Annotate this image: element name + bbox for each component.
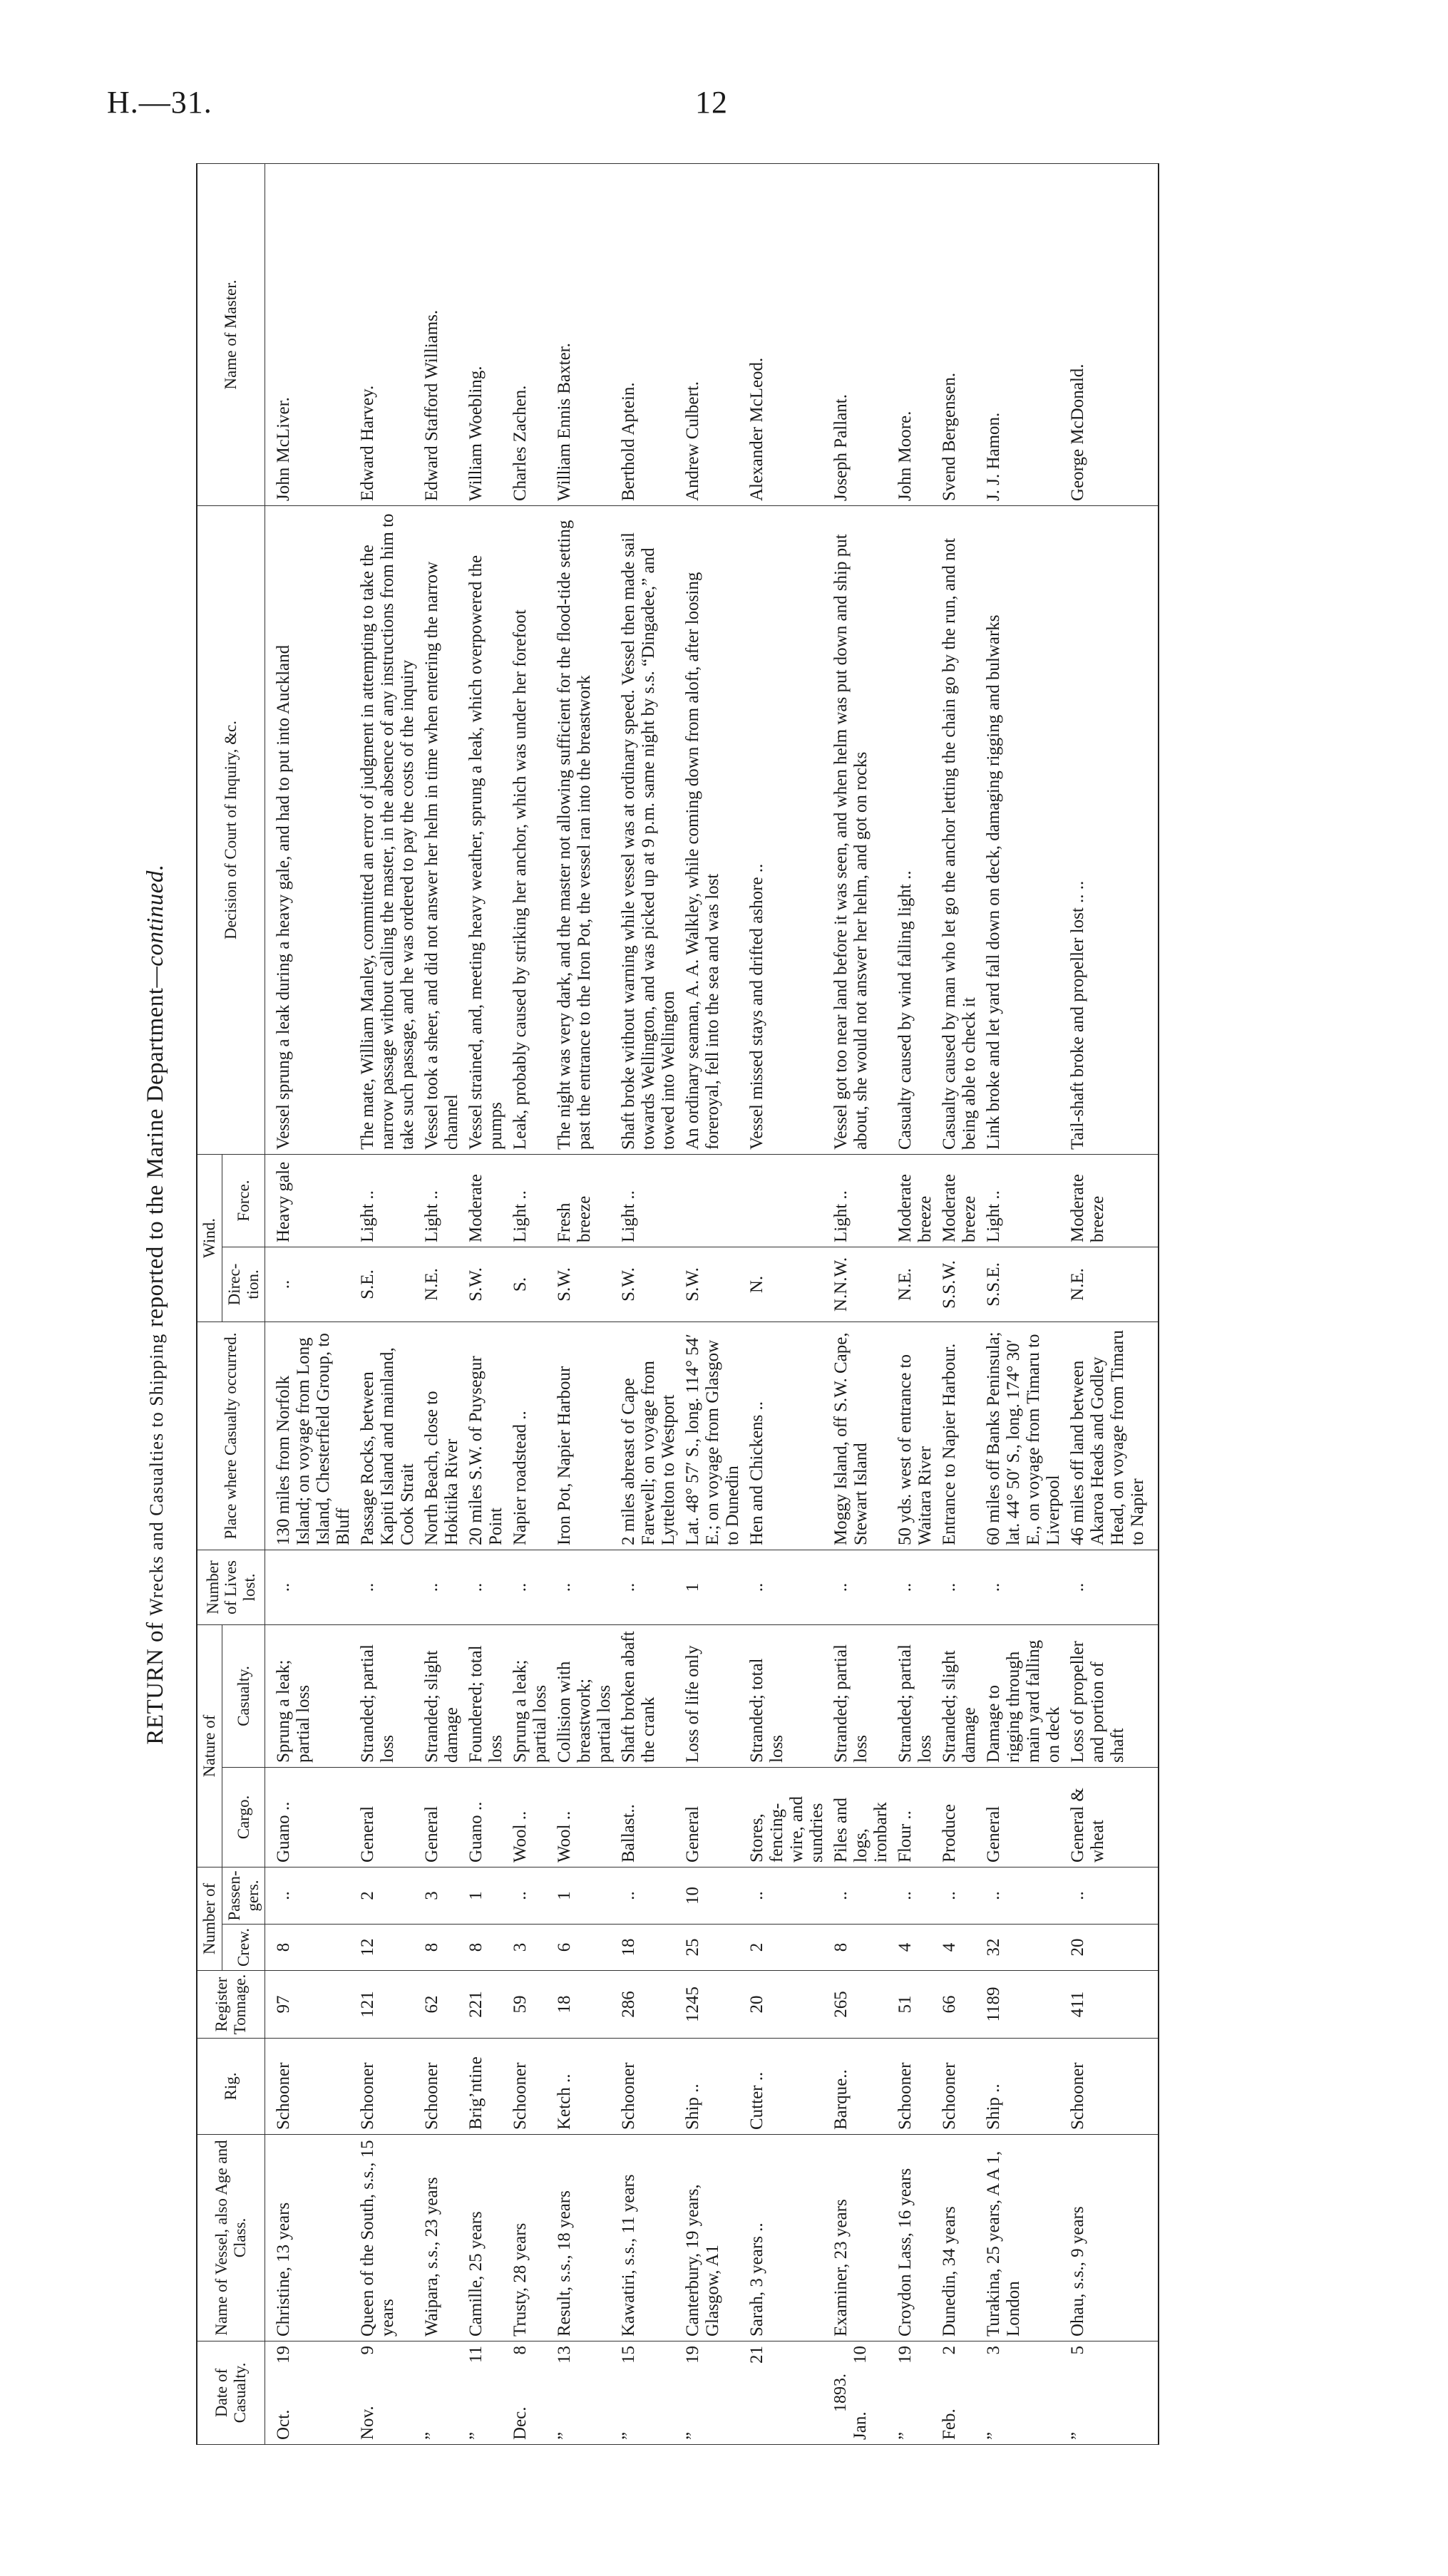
decision-cell: The mate, William Manley, committed an error of judgment in attempting to take the narrow passage without calling the master, in the absence of any instructions from him to take such passage, and he was ordered to pay the costs of the inquiry [356,506,420,1155]
crew-cell: 8 [420,1925,464,1971]
casualty-cell: Sprung a leak; partial loss [508,1625,553,1768]
day-label: 13 [555,2346,575,2364]
place-cell: Iron Pot, Napier Harbour [553,1322,617,1550]
page-number: 12 [695,85,728,120]
document-reference: H.—31. [107,85,212,120]
day-label: 19 [895,2346,915,2364]
cargo-cell: Piles and logs, ironbark [829,1768,893,1867]
title-subject: Wrecks and Casualties to Shipping [146,1333,167,1616]
place-cell: Entrance to Napier Harbour. [938,1322,982,1550]
table-title [143,164,169,2445]
wind-direction-cell: S.W. [464,1247,508,1322]
lives-lost-cell: .. [893,1550,938,1625]
master-cell: John Moore. [893,164,938,506]
place-cell: 20 miles S.W. of Puysegur Point [464,1322,508,1550]
rig-cell: Barque.. [829,2039,893,2135]
wind-direction-cell: S. [508,1247,553,1322]
title-middle: reported to the [143,1185,168,1328]
rig-cell: Cutter .. [745,2039,829,2135]
crew-cell: 3 [508,1925,553,1971]
vessel-cell: Kawatiri, s.s., 11 years [617,2135,681,2341]
tonnage-cell: 97 [265,1971,356,2039]
cargo-cell: Produce [938,1768,982,1867]
wind-force-cell: Moderate breeze [1066,1155,1159,1247]
date-cell [681,2341,745,2445]
day-label: 10 [851,2346,871,2364]
master-cell: William Woebling. [464,164,508,506]
place-cell: 2 miles abreast of Cape Farewell; on voyage from Lyttelton to Westport [617,1322,681,1550]
cargo-cell: General [681,1768,745,1867]
decision-cell: Leak, probably caused by striking her anchor, which was under her forefoot [508,506,553,1155]
decision-cell: Link broke and let yard fall down on deck, damaging rigging and bulwarks [982,506,1066,1155]
tonnage-cell: 51 [893,1971,938,2039]
lives-lost-cell: .. [938,1550,982,1625]
passengers-cell: 3 [420,1867,464,1925]
master-cell: Andrew Culbert. [681,164,745,506]
date-cell [829,2341,893,2445]
vessel-cell: Waipara, s.s., 23 years [420,2135,464,2341]
wind-direction-cell: N.E. [1066,1247,1159,1322]
lives-lost-cell: .. [829,1550,893,1625]
master-cell: Joseph Pallant. [829,164,893,506]
wind-force-cell: Light .. [508,1155,553,1247]
tonnage-cell: 66 [938,1971,982,2039]
decision-cell: An ordinary seaman, A. A. Walkley, while coming down from aloft, after loosing foreroyal, fell into the sea and was lost [681,506,745,1155]
rig-cell: Schooner [356,2039,420,2135]
wind-force-cell [681,1155,745,1247]
table-row [464,164,508,2445]
place-cell: Napier roadstead .. [508,1322,553,1550]
crew-cell: 4 [938,1925,982,1971]
wind-force-cell: Moderate breeze [893,1155,938,1247]
casualty-cell: Loss of propeller and portion of shaft [1066,1625,1159,1768]
table-row [745,164,829,2445]
wind-force-cell: Moderate breeze [938,1155,982,1247]
decision-cell: Vessel took a sheer, and did not answer her helm in time when entering the narrow channel [420,506,464,1155]
passengers-cell: .. [893,1867,938,1925]
rig-cell: Schooner [420,2039,464,2135]
wind-direction-cell: N. [745,1247,829,1322]
header-master: Name of Master. [197,164,265,506]
lives-lost-cell: .. [420,1550,464,1625]
day-label: 11 [466,2346,486,2364]
vessel-cell: Canterbury, 19 years, Glasgow, A1 [681,2135,745,2341]
master-cell: Charles Zachen. [508,164,553,506]
table-row [938,164,982,2445]
decision-cell: Vessel sprung a leak during a heavy gale, and had to put into Auckland [265,506,356,1155]
cargo-cell: General & wheat [1066,1768,1159,1867]
wind-force-cell: Light .. [356,1155,420,1247]
header-wind: Wind. [197,1155,222,1322]
place-cell: Moggy Island, off S.W. Cape, Stewart Island [829,1322,893,1550]
header-lives-lost: Number of Lives lost. [197,1550,265,1625]
day-label: 19 [683,2346,703,2364]
place-cell: Hen and Chickens .. [745,1322,829,1550]
tonnage-cell: 286 [617,1971,681,2039]
wind-force-cell: Fresh breeze [553,1155,617,1247]
month-label: Dec. [510,2406,530,2440]
date-cell [893,2341,938,2445]
decision-cell: Casualty caused by man who let go the anchor letting the chain go by the run, and not being able to check it [938,506,982,1155]
lives-lost-cell: .. [508,1550,553,1625]
decision-cell: Tail-shaft broke and propeller lost .. .. [1066,506,1159,1155]
year-label: 1893. [831,2374,851,2412]
wind-direction-cell: S.E. [356,1247,420,1322]
vessel-cell: Turakina, 25 years, A A 1, London [982,2135,1066,2341]
month-label: ” [466,2431,486,2440]
lives-lost-cell: .. [1066,1550,1159,1625]
rig-cell: Schooner [1066,2039,1159,2135]
day-label: 2 [940,2346,960,2355]
decision-cell: Vessel strained, and, meeting heavy weather, sprung a leak, which overpowered the pumps [464,506,508,1155]
passengers-cell: .. [265,1867,356,1925]
table-row [829,164,893,2445]
tonnage-cell: 1245 [681,1971,745,2039]
place-cell: 50 yds. west of entrance to Waitara River [893,1322,938,1550]
cargo-cell: Guano .. [464,1768,508,1867]
master-cell: Svend Bergensen. [938,164,982,506]
date-cell [265,2341,356,2445]
casualty-cell: Stranded; slight damage [938,1625,982,1768]
rig-cell: Schooner [617,2039,681,2135]
master-cell: George McDonald. [1066,164,1159,506]
passengers-cell: .. [982,1867,1066,1925]
header-wind-force: Force. [222,1155,265,1247]
wind-force-cell: Heavy gale [265,1155,356,1247]
date-cell [420,2341,464,2445]
header-casualty: Casualty. [222,1625,265,1768]
cargo-cell: General [420,1768,464,1867]
cargo-cell: Guano .. [265,1768,356,1867]
date-cell [617,2341,681,2445]
cargo-cell: Wool .. [553,1768,617,1867]
rig-cell: Schooner [893,2039,938,2135]
vessel-cell: Examiner, 23 years [829,2135,893,2341]
vessel-cell: Trusty, 28 years [508,2135,553,2341]
tonnage-cell: 18 [553,1971,617,2039]
wind-force-cell: Light .. [420,1155,464,1247]
crew-cell: 12 [356,1925,420,1971]
cargo-cell: General [356,1768,420,1867]
date-cell [553,2341,617,2445]
rig-cell: Ship .. [982,2039,1066,2135]
month-label: ” [422,2431,442,2440]
lives-lost-cell: .. [745,1550,829,1625]
wind-direction-cell: S.W. [553,1247,617,1322]
passengers-cell: 2 [356,1867,420,1925]
month-label: Oct. [274,2409,294,2440]
crew-cell: 20 [1066,1925,1159,1971]
table-row [617,164,681,2445]
lives-lost-cell: .. [265,1550,356,1625]
master-cell: Edward Stafford Williams. [420,164,464,506]
crew-cell: 8 [265,1925,356,1971]
vessel-cell: Sarah, 3 years .. [745,2135,829,2341]
decision-cell: The night was very dark, and the master not allowing sufficient for the flood-tide setting past the entrance to the Iron Pot, the vessel ran into the breastwork [553,506,617,1155]
day-label: 9 [358,2346,378,2355]
vessel-cell: Ohau, s.s., 9 years [1066,2135,1159,2341]
crew-cell: 25 [681,1925,745,1971]
decision-cell: Shaft broke without warning while vessel was at ordinary speed. Vessel then made sail towards Wellington, and was picked up at 9 p.m. same night by s.s. “Dingadee,” and towed into Wellington [617,506,681,1155]
lives-lost-cell: .. [617,1550,681,1625]
vessel-cell: Croydon Lass, 16 years [893,2135,938,2341]
day-label: 3 [984,2346,1004,2355]
table-row [553,164,617,2445]
header-passengers: Passen-gers. [222,1867,265,1925]
tonnage-cell: 411 [1066,1971,1159,2039]
casualty-cell: Stranded; slight damage [420,1625,464,1768]
month-label: ” [619,2431,639,2440]
passengers-cell: .. [1066,1867,1159,1925]
wind-direction-cell: S.S.E. [982,1247,1066,1322]
crew-cell: 6 [553,1925,617,1971]
title-department: Marine Department [143,987,168,1179]
title-suffix: —continued. [143,864,168,988]
month-label: ” [683,2431,703,2440]
casualty-cell: Stranded; partial loss [356,1625,420,1768]
header-wind-direction: Direc-tion. [222,1247,265,1322]
lives-lost-cell: .. [982,1550,1066,1625]
wind-direction-cell: N.E. [420,1247,464,1322]
vessel-cell: Christine, 13 years [265,2135,356,2341]
tonnage-cell: 221 [464,1971,508,2039]
master-cell: John McLiver. [265,164,356,506]
passengers-cell: .. [617,1867,681,1925]
tonnage-cell: 20 [745,1971,829,2039]
wind-force-cell: Moderate [464,1155,508,1247]
decision-cell: Casualty caused by wind falling light .. [893,506,938,1155]
passengers-cell: .. [938,1867,982,1925]
passengers-cell: 1 [553,1867,617,1925]
casualty-cell: Foundered; total loss [464,1625,508,1768]
wind-direction-cell: S.S.W. [938,1247,982,1322]
casualty-cell: Stranded; partial loss [829,1625,893,1768]
month-label: Nov. [358,2406,378,2440]
table-row [982,164,1066,2445]
header-tonnage: Register Tonnage. [197,1971,265,2039]
wind-direction-cell: S.W. [681,1247,745,1322]
title-prefix: RETURN of [143,1622,168,1745]
tonnage-cell: 59 [508,1971,553,2039]
rig-cell: Schooner [938,2039,982,2135]
vessel-cell: Camille, 25 years [464,2135,508,2341]
wrecks-casualties-table [196,163,1159,2445]
rotated-return-table-page [143,164,1390,2445]
place-cell: 130 miles from Norfolk Island; on voyage from Long Island, Chesterfield Group, to Bluff [265,1322,356,1550]
master-cell: Alexander McLeod. [745,164,829,506]
month-label: Feb. [940,2408,960,2440]
place-cell: 60 miles off Banks Peninsula; lat. 44° 50′ S., long. 174° 30′ E., on voyage from Timaru to Liverpool [982,1322,1066,1550]
header-crew: Crew. [222,1925,265,1971]
passengers-cell: 10 [681,1867,745,1925]
passengers-cell: .. [745,1867,829,1925]
wind-direction-cell: N.E. [893,1247,938,1322]
header-number-of: Number of [197,1867,222,1971]
wind-force-cell: Light .. [829,1155,893,1247]
wind-direction-cell: S.W. [617,1247,681,1322]
tonnage-cell: 121 [356,1971,420,2039]
tonnage-cell: 1189 [982,1971,1066,2039]
cargo-cell: Wool .. [508,1768,553,1867]
table-row [265,164,356,2445]
date-cell [356,2341,420,2445]
table-row [420,164,464,2445]
cargo-cell: General [982,1768,1066,1867]
crew-cell: 32 [982,1925,1066,1971]
date-cell [464,2341,508,2445]
month-label: ” [1068,2431,1088,2440]
header-nature-of: Nature of [197,1625,222,1867]
vessel-cell: Result, s.s., 18 years [553,2135,617,2341]
wind-force-cell [745,1155,829,1247]
header-date: Date of Casualty. [197,2341,265,2445]
day-label: 15 [619,2346,639,2364]
place-cell: 46 miles off land between Akaroa Heads and Godley Head, on voyage from Timaru to Napier [1066,1322,1159,1550]
header-place: Place where Casualty occurred. [197,1322,265,1550]
rig-cell: Brig’ntine [464,2039,508,2135]
rig-cell: Ketch .. [553,2039,617,2135]
cargo-cell: Ballast.. [617,1768,681,1867]
header-cargo: Cargo. [222,1768,265,1867]
place-cell: Lat. 48° 57′ S., long. 114° 54′ E.; on voyage from Glasgow to Dunedin [681,1322,745,1550]
lives-lost-cell: .. [553,1550,617,1625]
master-cell: Berthold Aptein. [617,164,681,506]
vessel-cell: Dunedin, 34 years [938,2135,982,2341]
master-cell: J. J. Hamon. [982,164,1066,506]
crew-cell: 4 [893,1925,938,1971]
lives-lost-cell: .. [464,1550,508,1625]
header-rig: Rig. [197,2039,265,2135]
passengers-cell: 1 [464,1867,508,1925]
tonnage-cell: 62 [420,1971,464,2039]
tonnage-cell: 265 [829,1971,893,2039]
month-label: ” [555,2431,575,2440]
passengers-cell: .. [829,1867,893,1925]
day-label: 8 [510,2346,530,2355]
date-cell [938,2341,982,2445]
casualty-cell: Damage to rigging through main yard falling on deck [982,1625,1066,1768]
crew-cell: 18 [617,1925,681,1971]
wind-force-cell: Light .. [982,1155,1066,1247]
casualty-cell: Shaft broken abaft the crank [617,1625,681,1768]
rig-cell: Schooner [265,2039,356,2135]
casualty-cell: Collision with breastwork; partial loss [553,1625,617,1768]
rig-cell: Schooner [508,2039,553,2135]
wind-direction-cell: N.N.W. [829,1247,893,1322]
master-cell: William Ennis Baxter. [553,164,617,506]
day-label: 19 [274,2346,294,2364]
day-label: 5 [1068,2346,1088,2355]
table-row [508,164,553,2445]
month-label: Jan. [851,2411,871,2440]
passengers-cell: .. [508,1867,553,1925]
date-cell [745,2341,829,2445]
month-label: ” [984,2431,1004,2440]
rig-cell: Ship .. [681,2039,745,2135]
cargo-cell: Flour .. [893,1768,938,1867]
date-cell [982,2341,1066,2445]
crew-cell: 2 [745,1925,829,1971]
master-cell: Edward Harvey. [356,164,420,506]
table-row [893,164,938,2445]
decision-cell: Vessel got too near land before it was seen, and when helm was put down and ship put about, she would not answer her helm, and got on rocks [829,506,893,1155]
table-row [681,164,745,2445]
casualty-cell: Stranded; total loss [745,1625,829,1768]
casualty-cell: Sprung a leak; partial loss [265,1625,356,1768]
day-label: 21 [747,2346,767,2364]
date-cell [1066,2341,1159,2445]
place-cell: North Beach, close to Hokitika River [420,1322,464,1550]
lives-lost-cell: 1 [681,1550,745,1625]
header-decision: Decision of Court of Inquiry, &c. [197,506,265,1155]
wind-force-cell: Light .. [617,1155,681,1247]
place-cell: Passage Rocks, between Kapiti Island and mainland, Cook Strait [356,1322,420,1550]
lives-lost-cell: .. [356,1550,420,1625]
casualty-cell: Loss of life only [681,1625,745,1768]
vessel-cell: Queen of the South, s.s., 15 years [356,2135,420,2341]
date-cell [508,2341,553,2445]
table-row [356,164,420,2445]
cargo-cell: Stores, fencing-wire, and sundries [745,1768,829,1867]
decision-cell: Vessel missed stays and drifted ashore .. [745,506,829,1155]
wind-direction-cell: .. [265,1247,356,1322]
crew-cell: 8 [829,1925,893,1971]
header-vessel: Name of Vessel, also Age and Class. [197,2135,265,2341]
table-row [1066,164,1159,2445]
casualty-cell: Stranded; partial loss [893,1625,938,1768]
crew-cell: 8 [464,1925,508,1971]
month-label: ” [895,2431,915,2440]
